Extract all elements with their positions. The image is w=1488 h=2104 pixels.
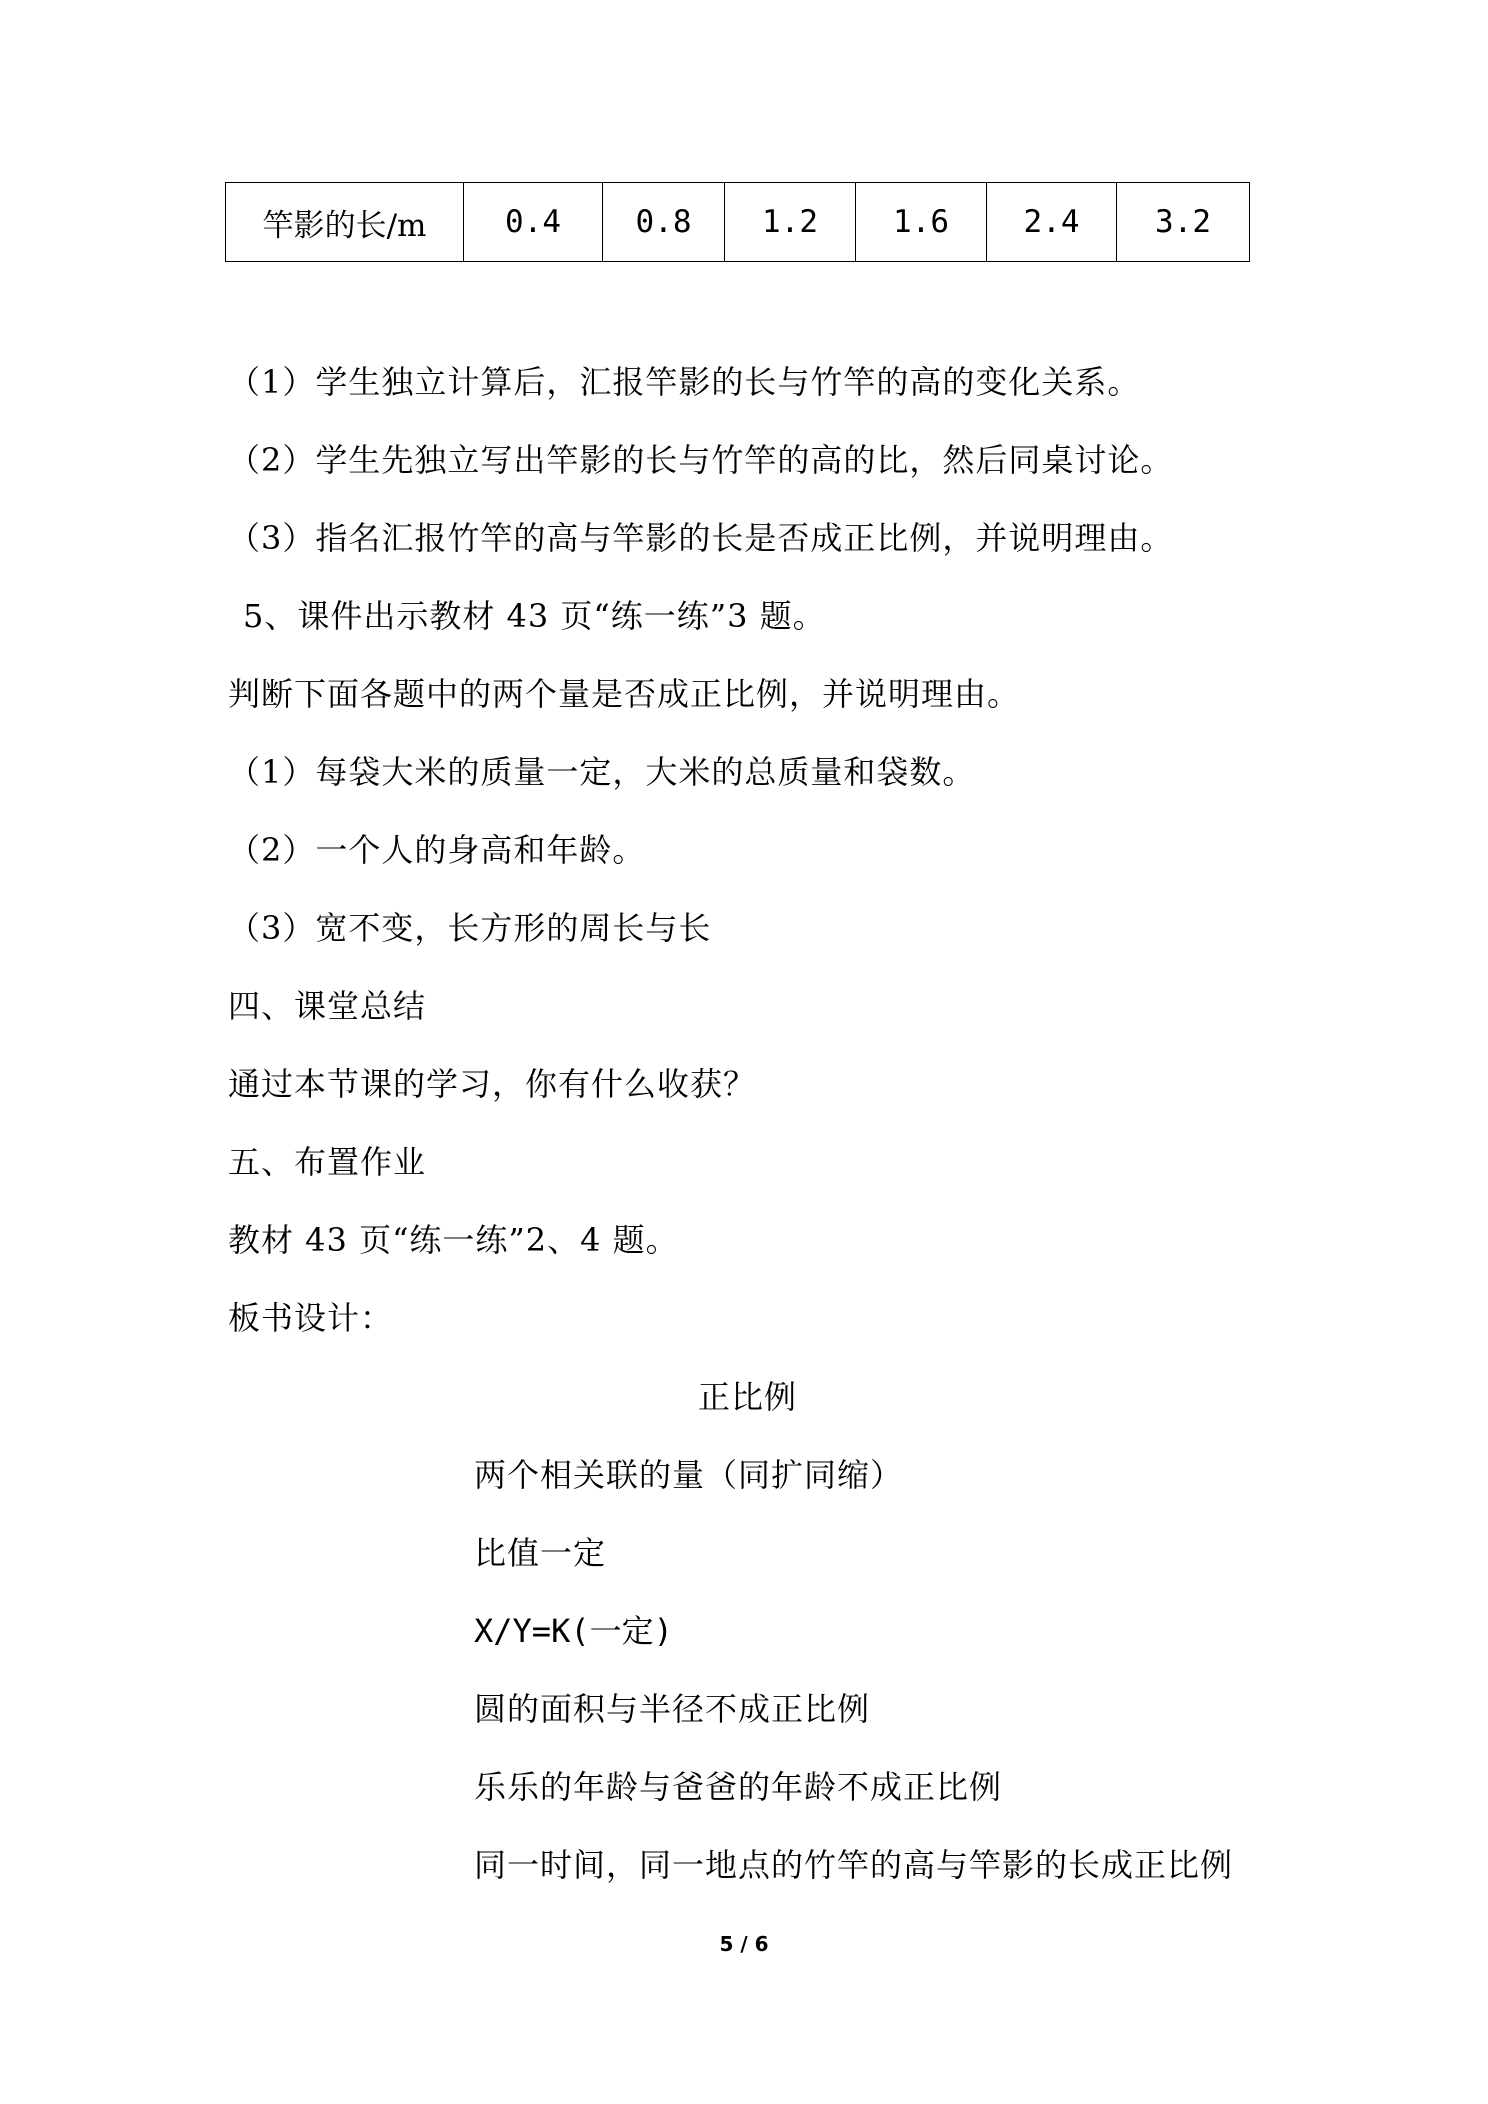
shadow-length-table xyxy=(225,182,1250,262)
board-title: 正比例 xyxy=(698,1378,798,1416)
table-cell: 0.8 xyxy=(603,183,725,262)
table-cell: 1.2 xyxy=(725,183,856,262)
paragraph: （2）一个人的身高和年龄。 xyxy=(228,831,646,869)
paragraph: （3）宽不变，长方形的周长与长 xyxy=(228,909,712,947)
board-line: X/Y=K(一定) xyxy=(474,1612,673,1650)
board-line: 同一时间，同一地点的竹竿的高与竿影的长成正比例 xyxy=(474,1846,1234,1884)
table-cell: 2.4 xyxy=(987,183,1117,262)
section-heading: 四、课堂总结 xyxy=(228,987,427,1025)
table-header-cell: 竿影的长/m xyxy=(226,183,464,262)
paragraph: （2）学生先独立写出竿影的长与竹竿的高的比，然后同桌讨论。 xyxy=(228,441,1174,479)
table-cell: 1.6 xyxy=(856,183,987,262)
paragraph: （1）学生独立计算后，汇报竿影的长与竹竿的高的变化关系。 xyxy=(228,363,1141,401)
paragraph: 教材 43 页“练一练”2、4 题。 xyxy=(228,1221,679,1259)
table-cell: 0.4 xyxy=(464,183,603,262)
board-line: 比值一定 xyxy=(474,1534,607,1572)
table-row xyxy=(226,183,1250,262)
board-line: 乐乐的年龄与爸爸的年龄不成正比例 xyxy=(474,1768,1003,1806)
paragraph: （3）指名汇报竹竿的高与竿影的长是否成正比例，并说明理由。 xyxy=(228,519,1174,557)
section-heading: 五、布置作业 xyxy=(228,1143,427,1181)
paragraph: 板书设计： xyxy=(228,1299,394,1337)
paragraph: 判断下面各题中的两个量是否成正比例，并说明理由。 xyxy=(228,675,1021,713)
paragraph: 通过本节课的学习，你有什么收获？ xyxy=(228,1065,757,1103)
board-line: 圆的面积与半径不成正比例 xyxy=(474,1690,871,1728)
board-line: 两个相关联的量（同扩同缩） xyxy=(474,1456,904,1494)
paragraph: 5、课件出示教材 43 页“练一练”3 题。 xyxy=(243,597,826,635)
table-cell: 3.2 xyxy=(1117,183,1250,262)
page-number: 5 / 6 xyxy=(719,1932,769,1956)
paragraph: （1）每袋大米的质量一定，大米的总质量和袋数。 xyxy=(228,753,976,791)
